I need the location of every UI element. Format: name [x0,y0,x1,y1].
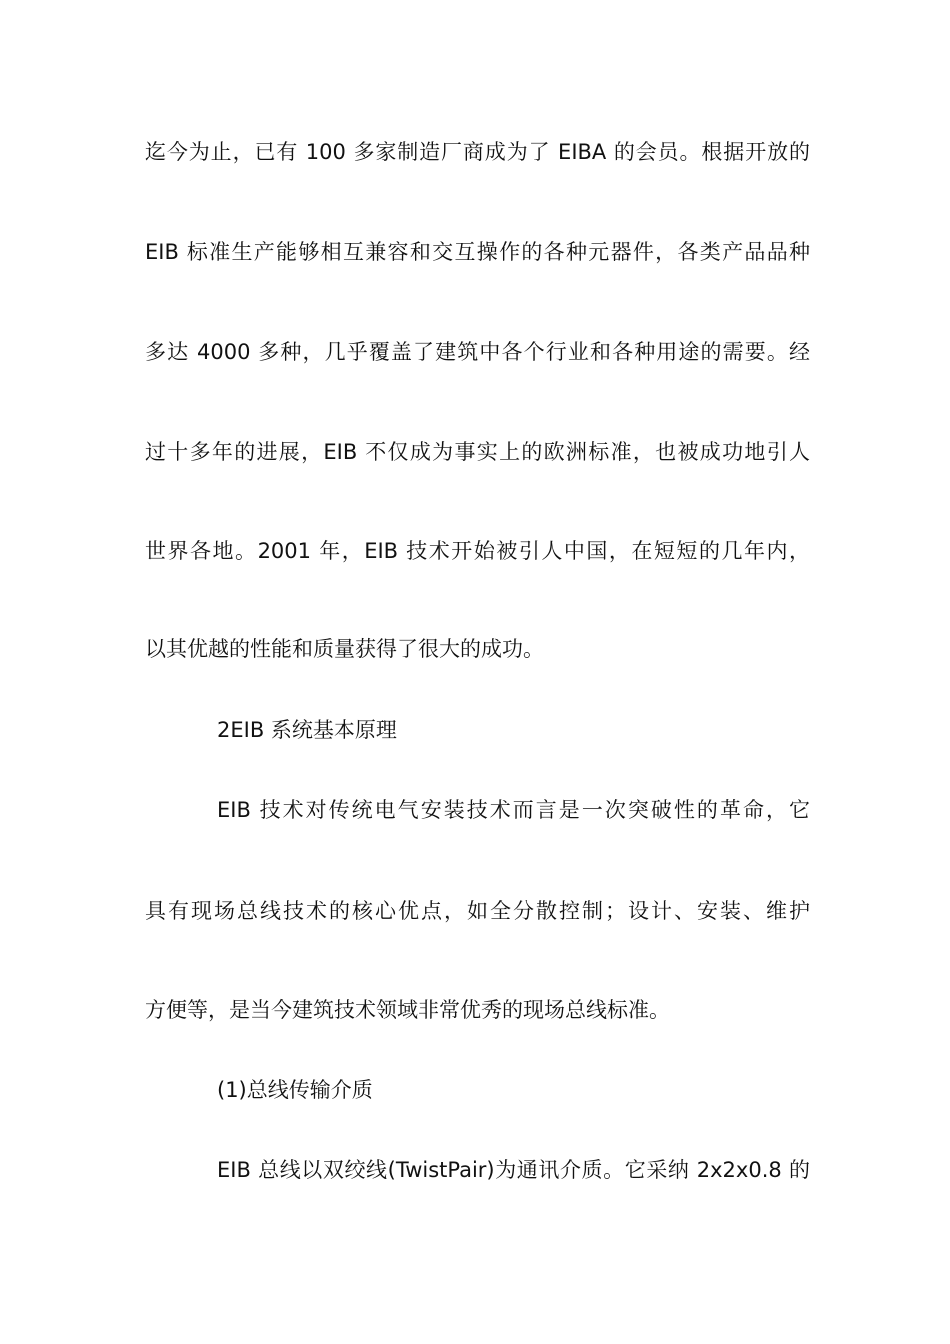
paragraph-line: 多达 4000 多种，几乎覆盖了建筑中各个行业和各种用途的需要。经 [145,340,810,364]
subsection-heading: (1)总线传输介质 [217,1078,373,1102]
paragraph-line: 具有现场总线技术的核心优点，如全分散控制；设计、安装、维护 [145,899,810,923]
paragraph-line: 过十多年的进展，EIB 不仅成为事实上的欧洲标准，也被成功地引人 [145,440,810,464]
paragraph-line: EIB 总线以双绞线(TwistPair)为通讯介质。它采纳 2x2x0.8 的 [217,1158,810,1182]
paragraph-line: 方便等，是当今建筑技术领域非常优秀的现场总线标准。 [145,998,670,1022]
paragraph-line: 迄今为止，已有 100 多家制造厂商成为了 EIBA 的会员。根据开放的 [145,140,810,164]
paragraph-line: 世界各地。2001 年，EIB 技术开始被引人中国，在短短的几年内， [145,539,810,563]
paragraph-line: 以其优越的性能和质量获得了很大的成功。 [145,637,544,661]
section-heading: 2EIB 系统基本原理 [217,718,397,742]
paragraph-line: EIB 技术对传统电气安装技术而言是一次突破性的革命，它 [217,798,810,822]
paragraph-line: EIB 标准生产能够相互兼容和交互操作的各种元器件，各类产品品种 [145,240,810,264]
